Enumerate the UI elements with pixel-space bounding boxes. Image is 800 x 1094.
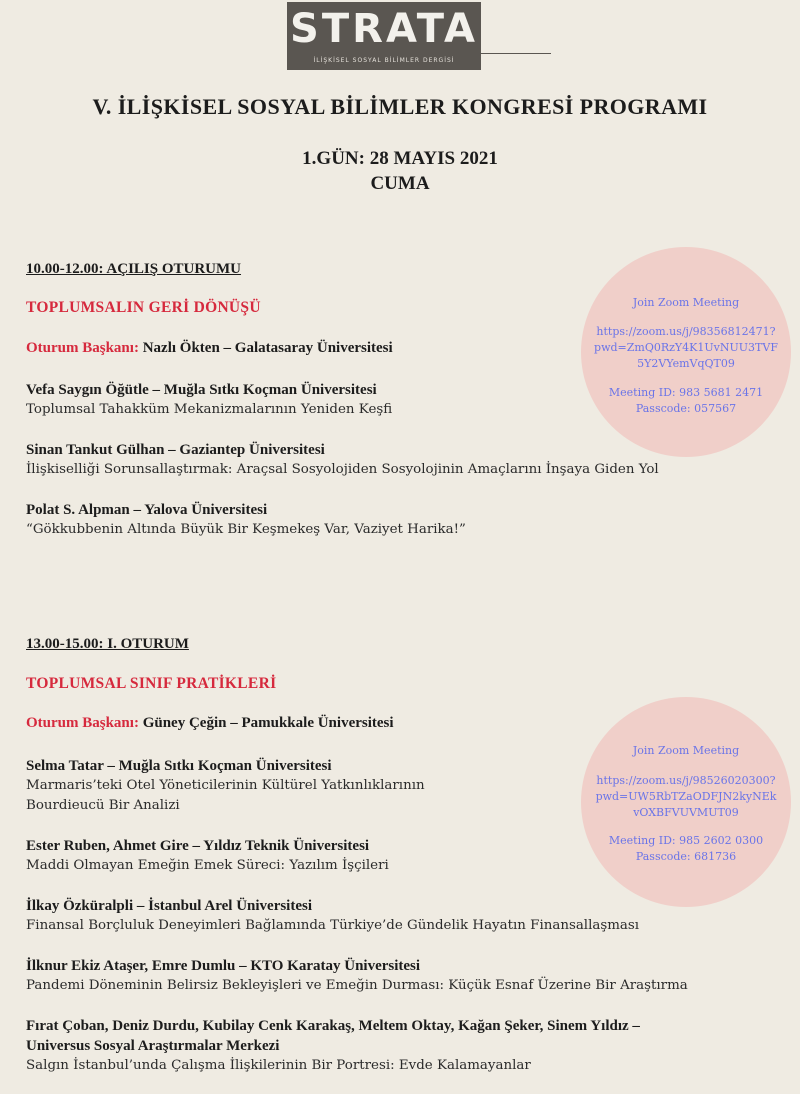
talk-speaker: İlknur Ekiz Ataşer, Emre Dumlu – KTO Karatay Üniversitesi: [26, 958, 421, 974]
talk-title: Bourdieucü Bir Analizi: [26, 798, 180, 813]
talk-speaker: Ester Ruben, Ahmet Gire – Yıldız Teknik Üniversitesi: [26, 838, 370, 854]
day-date: 1.GÜN: 28 MAYIS 2021: [302, 148, 498, 169]
talk-title: Toplumsal Tahakküm Mekanizmalarının Yeniden Keşfi: [26, 402, 393, 417]
zoom-meeting-id: Meeting ID: 985 2602 0300: [608, 834, 764, 847]
zoom-meeting-info[interactable]: [581, 697, 791, 907]
zoom-join-link[interactable]: Join Zoom Meeting: [632, 744, 740, 757]
strata-logo: [287, 2, 481, 70]
logo-subtitle: İLİŞKİSEL SOSYAL BİLİMLER DERGİSİ: [313, 57, 455, 64]
chair-name: Güney Çeğin – Pamukkale Üniversitesi: [142, 715, 394, 731]
talk-title: Marmaris’teki Otel Yöneticilerinin Kültürel Yatkınlıklarının: [26, 778, 425, 793]
zoom-url[interactable]: https://zoom.us/j/98356812471?: [596, 325, 776, 338]
zoom-url[interactable]: vOXBFVUVMUT09: [633, 806, 739, 819]
session-time: 13.00-15.00: I. OTURUM: [26, 636, 189, 652]
talk-title: Maddi Olmayan Emeğin Emek Süreci: Yazılım İşçileri: [26, 858, 389, 873]
talk-title: İlişkiselliği Sorunsallaştırmak: Araçsal Sosyolojiden Sosyolojinin Amaçlarını İnşaya Giden Yol: [26, 462, 659, 477]
talk-speaker: Fırat Çoban, Deniz Durdu, Kubilay Cenk Karakaş, Meltem Oktay, Kağan Şeker, Sinem Yıldız –: [26, 1018, 640, 1034]
talk-title: Salgın İstanbul’unda Çalışma İlişkilerinin Bir Portresi: Evde Kalamayanlar: [26, 1058, 531, 1073]
talk-entry: [26, 956, 726, 996]
talk-speaker: Vefa Saygın Öğütle – Muğla Sıtkı Koçman Üniversitesi: [26, 382, 377, 398]
zoom-meeting-info[interactable]: [581, 247, 791, 457]
talk-entry: [26, 1016, 786, 1076]
talk-title: “Gökkubbenin Altında Büyük Bir Keşmekeş Var, Vaziyet Harika!”: [26, 522, 466, 537]
day-weekday: CUMA: [370, 173, 430, 194]
talk-title: Finansal Borçluluk Deneyimleri Bağlamında Türkiye’de Gündelik Hayatın Finansallaşması: [26, 918, 640, 933]
zoom-passcode: Passcode: 057567: [635, 402, 737, 415]
chair-label: Oturum Başkanı:: [26, 340, 139, 356]
talk-entry: [26, 896, 726, 936]
talk-title: Pandemi Döneminin Belirsiz Bekleyişleri ve Emeğin Durması: Küçük Esnaf Üzerine Bir Araştırma: [26, 978, 688, 993]
page-title: V. İLİŞKİSEL SOSYAL BİLİMLER KONGRESİ PROGRAMI: [92, 94, 708, 119]
chair-label: Oturum Başkanı:: [26, 715, 139, 731]
zoom-url[interactable]: https://zoom.us/j/98526020300?: [596, 774, 776, 787]
session-chair: [26, 715, 394, 732]
talk-speaker: Universus Sosyal Araştırmalar Merkezi: [26, 1038, 280, 1054]
zoom-join-link[interactable]: Join Zoom Meeting: [632, 296, 740, 309]
zoom-url[interactable]: 5Y2VYemVqQT09: [637, 357, 735, 370]
chair-name: Nazlı Ökten – Galatasaray Üniversitesi: [142, 340, 393, 356]
talk-entry: [26, 440, 726, 480]
zoom-passcode: Passcode: 681736: [635, 850, 737, 863]
talk-entry: [26, 500, 726, 540]
zoom-meeting-id: Meeting ID: 983 5681 2471: [608, 386, 764, 399]
talk-speaker: İlkay Özküralpli – İstanbul Arel Üniversitesi: [26, 898, 313, 914]
logo-underline: [481, 53, 551, 54]
talk-speaker: Selma Tatar – Muğla Sıtkı Koçman Üniversitesi: [26, 758, 332, 774]
zoom-url[interactable]: pwd=ZmQ0RzY4K1UvNUU3TVF: [594, 341, 778, 354]
talk-speaker: Polat S. Alpman – Yalova Üniversitesi: [26, 502, 268, 518]
logo-wordmark: STRATA: [290, 6, 478, 52]
talk-speaker: Sinan Tankut Gülhan – Gaziantep Üniversitesi: [26, 442, 325, 458]
zoom-url[interactable]: pwd=UW5RbTZaODFJN2kyNEk: [595, 790, 777, 803]
session-chair: [26, 340, 393, 357]
session-time: 10.00-12.00: AÇILIŞ OTURUMU: [26, 261, 242, 277]
session-title: TOPLUMSALIN GERİ DÖNÜŞÜ: [26, 299, 261, 316]
session-title: TOPLUMSAL SINIF PRATİKLERİ: [26, 675, 277, 692]
